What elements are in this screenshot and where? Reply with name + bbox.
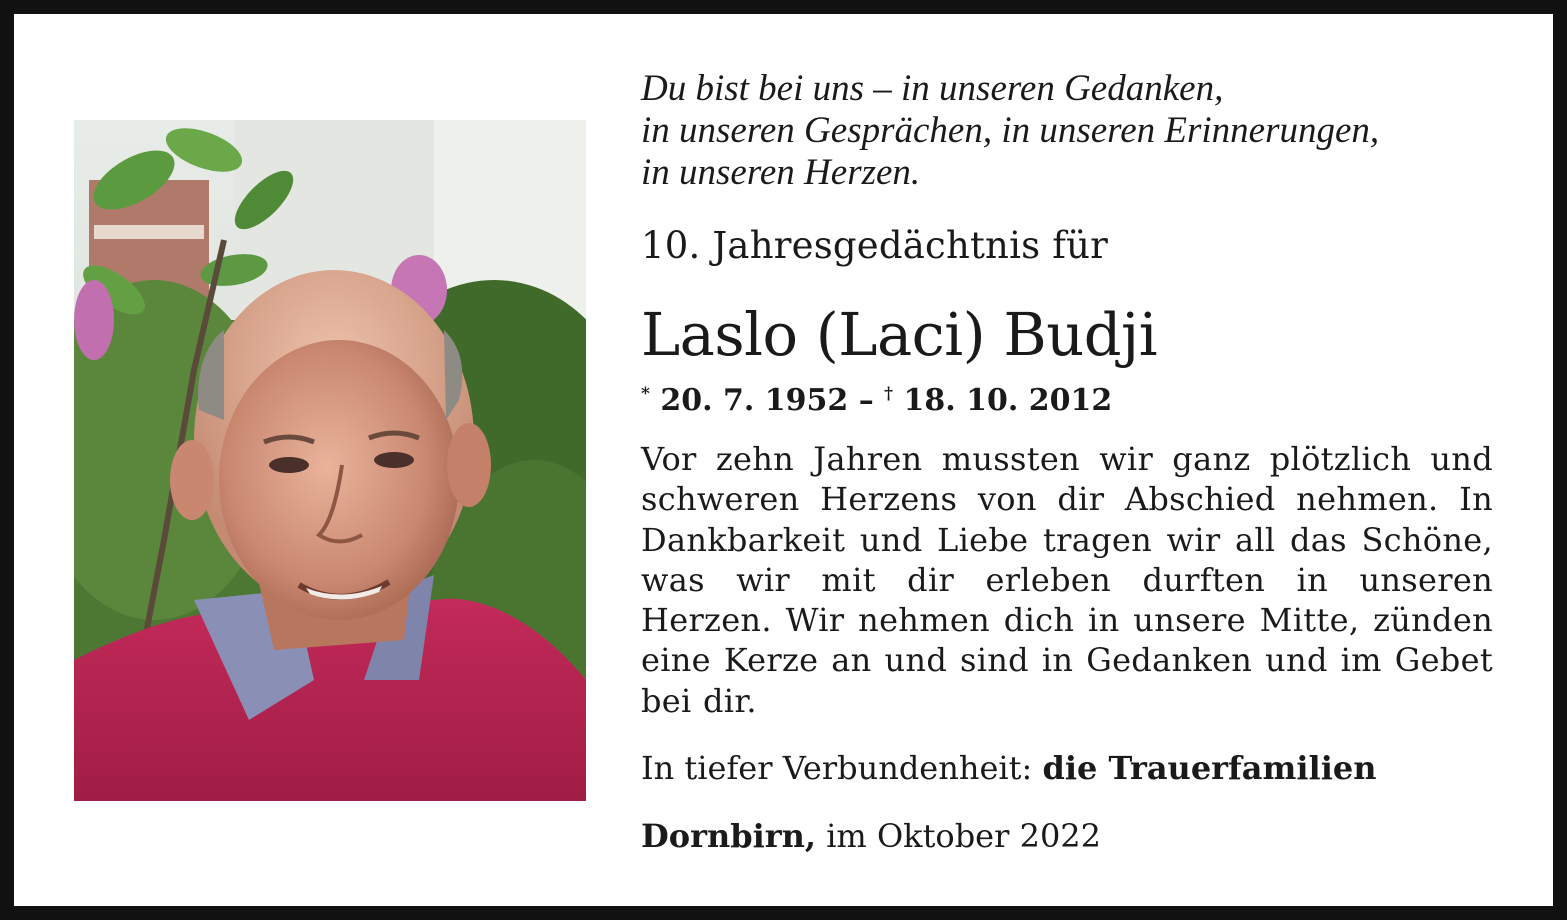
death-date: 18. 10. 2012 (903, 383, 1113, 418)
place-date (641, 814, 1101, 858)
memorial-text: Vor zehn Jahren mussten wir ganz plötzlich und schweren Herzens von dir Abschied nehmen. In Dankbarkeit und Liebe tragen wir all das Schöne, was wir mit dir erleben durften in unseren Herzen. Wir nehmen dich in unsere Mitte, zünden eine Kerze an und sind in Gedanken und im Gebet bei dir. (641, 440, 1493, 720)
date-line: im Oktober 2022 (816, 817, 1102, 855)
birth-symbol: * (641, 384, 650, 404)
closing-prefix: In tiefer Verbundenheit: (641, 749, 1043, 787)
verse-line: in unseren Herzen. (641, 152, 921, 193)
life-dates (641, 374, 1112, 421)
verse-line: in unseren Gesprächen, in unseren Erinnerungen, (641, 110, 1380, 151)
city: Dornbirn, (641, 817, 817, 855)
occasion: 10. Jahresgedächtnis für (641, 224, 1109, 267)
deceased-name: Laslo (Laci) Budji (641, 300, 1158, 369)
verse (641, 68, 1379, 194)
verse-line: Du bist bei uns – in unseren Gedanken, (641, 68, 1224, 109)
birth-date: 20. 7. 1952 (660, 383, 849, 418)
closing-line (641, 746, 1376, 790)
date-separator: – (858, 383, 874, 418)
death-symbol: † (884, 384, 894, 404)
signers: die Trauerfamilien (1042, 749, 1377, 787)
portrait-photo (74, 120, 586, 801)
